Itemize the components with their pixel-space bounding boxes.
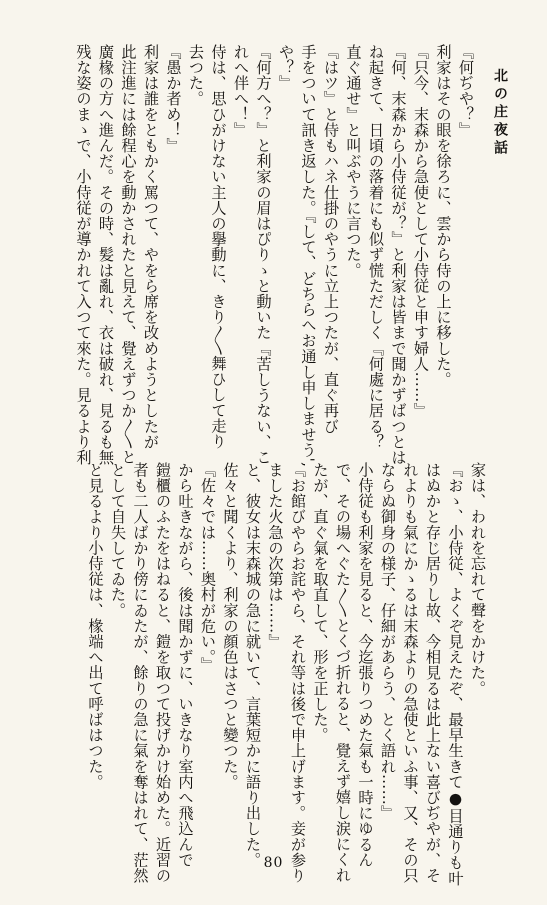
text-bottom-line: 佐々と聞くより、利家の顔色はさつと變つた。: [221, 462, 240, 790]
text-bottom-line: 『佐々では……奥村が危い。』: [199, 462, 217, 673]
text-top-line: 残な姿のまゝで、小侍従が導かれて入つて來た。見るより利: [74, 44, 93, 466]
text-bottom-line: 鎧櫃のふたをはねると、鎧を取つて投げかけ始めた。近習の: [154, 462, 172, 884]
text-bottom-line: で、その場へぐた〳〵とくづ折れると、覺えず嬉し涙にくれ: [334, 462, 352, 883]
text-top-line: 『はツ』と侍もハネ仕掛のやうに立上つたが、直ぐ再び: [322, 44, 340, 434]
text-top-line: 『愚か者め！』: [164, 44, 183, 154]
text-bottom-line: と、彼女は末森城の急に就いて、言葉短かに語り出した。: [244, 462, 262, 868]
text-top-line: 『只今、末森から急使として小侍従と申す婦人……』: [412, 44, 430, 419]
text-top-line: 『何方へ？』と利家の眉はぴりゝと動いた『苦しうない、こ: [254, 44, 273, 466]
text-bottom-line: 家は、われを忘れて聲をかけた。: [469, 462, 487, 696]
text-top-line: 直ぐ通せ』と叫ぶやうに言つた。: [344, 44, 363, 278]
text-top-line: れへ伴へ！』: [232, 44, 250, 138]
text-bottom-line: 『おゝ、小侍従、よくぞ見えたぞ、最早生きて●目通りも叶: [446, 462, 465, 886]
text-top-line: ね起きて、日頃の落着にも似ず慌ただしく『何處に居る？: [367, 44, 385, 450]
text-top-line: 『何ぢや？』: [457, 44, 475, 138]
text-top-line: 去つた。: [187, 44, 205, 107]
running-title: 北の庄夜話: [492, 68, 508, 158]
text-bottom-line: ました火急の次第は……』: [266, 462, 285, 650]
text-bottom-line: と見るより小侍従は、椽端へ出て呼ばはつた。: [86, 462, 105, 790]
text-top-line: 『何、末森から小侍従が？』と利家は皆まで聞かずばつとは: [389, 44, 408, 466]
text-bottom-line: として自失してゐた。: [109, 462, 127, 618]
text-top-line: 此注進には餘程心を動かされたと見えて、覺えずつか〳〵と: [119, 44, 138, 465]
text-bottom-line: から吐きながら、後は聞かずに、いきなり室内へ飛込んで: [176, 462, 195, 868]
text-top-line: 利家はその眼を徐ろに、雲から侍の上に移した。: [434, 44, 453, 388]
text-bottom-line: ならぬ御身の様子、仔細があらう、とく語れ……』: [379, 462, 397, 821]
page-number: 80: [263, 855, 284, 871]
text-top-line: 廣椽の方へ進んだ。その時、髪は亂れ、衣は破れ、見るも無: [97, 44, 115, 466]
text-block-top: [74, 44, 477, 468]
text-top-line: 手をついて訊き返した。『して、どちらへお通し申しませう',: [299, 44, 318, 468]
text-bottom-line: 小侍従も利家を見ると、今迄張りつめた氣も一時にゆるん: [356, 462, 375, 868]
text-top-line: 侍は、思ひがけない主人の擧動に、きり〳〵舞ひして走り: [209, 44, 228, 450]
text-bottom-line: たが、直ぐ氣を取直して、形を正した。: [311, 462, 330, 743]
text-bottom-line: はぬかと存じ居りし故、今相見るは此上ない喜びぢやが、そ: [424, 462, 442, 884]
text-bottom-line: 者も二人ばかり傍にゐたが、餘りの急に氣を奪はれて、茫然: [131, 462, 150, 884]
text-top-line: 利家は誰をともかく罵つて、やをら席を改めようとしたが: [142, 44, 160, 450]
text-top-line: や？』: [277, 44, 295, 91]
text-bottom-line: 『お館びやらお詫やら、それ等は後で申上げます。妾が参り: [289, 462, 307, 884]
text-bottom-line: れよりも氣にかゝるは末森よりの急使といふ事、又、その只: [401, 462, 420, 884]
